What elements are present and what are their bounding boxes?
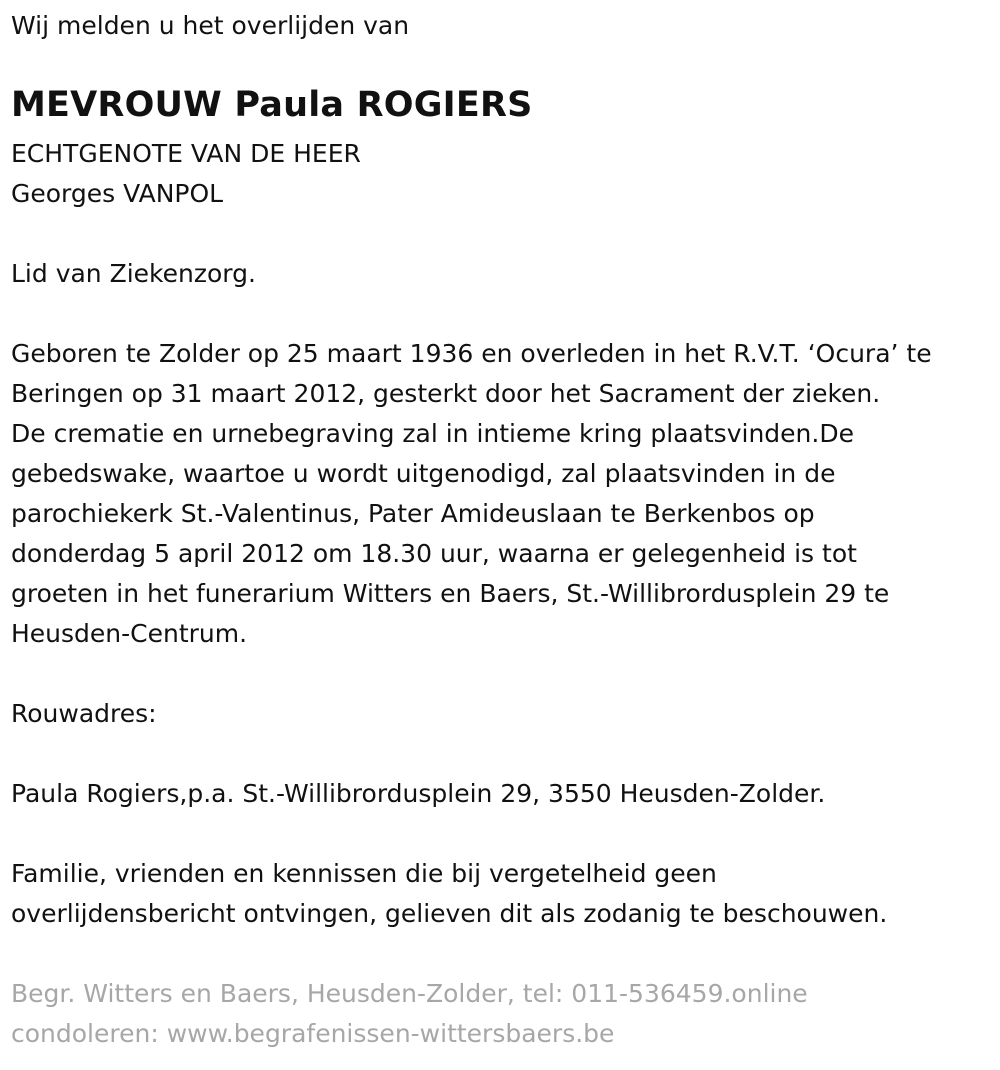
family-line: overlijdensbericht ontvingen, gelieven dit als zodanig te beschouwen.: [11, 899, 888, 928]
deceased-name: MEVROUW Paula ROGIERS: [11, 85, 533, 125]
funeral-home-footer: [11, 974, 808, 1054]
body-line: donderdag 5 april 2012 om 18.30 uur, waarna er gelegenheid is tot: [11, 539, 857, 568]
address-block: [11, 774, 825, 814]
body-line: Heusden-Centrum.: [11, 619, 248, 648]
body-line: Beringen op 31 maart 2012, gesterkt door het Sacrament der zieken.: [11, 379, 881, 408]
address-label: Rouwadres:: [11, 699, 157, 728]
address-label-block: [11, 694, 157, 734]
spouse-line: Georges VANPOL: [11, 179, 224, 208]
body-line: parochiekerk St.-Valentinus, Pater Amideuslaan te Berkenbos op: [11, 499, 815, 528]
body-line: groeten in het funerarium Witters en Baers, St.-Willibrordusplein 29 te: [11, 579, 890, 608]
family-line: Familie, vrienden en kennissen die bij vergetelheid geen: [11, 859, 717, 888]
spouse-block: [11, 134, 361, 214]
body-line: gebedswake, waartoe u wordt uitgenodigd, zal plaatsvinden in de: [11, 459, 836, 488]
address-text: Paula Rogiers,p.a. St.-Willibrordusplein 29, 3550 Heusden-Zolder.: [11, 779, 826, 808]
intro-text: Wij melden u het overlijden van: [11, 11, 410, 40]
body-line: Geboren te Zolder op 25 maart 1936 en overleden in het R.V.T. ‘Ocura’ te: [11, 339, 932, 368]
family-paragraph: [11, 854, 887, 934]
membership-block: [11, 254, 256, 294]
membership-text: Lid van Ziekenzorg.: [11, 259, 256, 288]
body-paragraph: [11, 334, 932, 654]
footer-line: Begr. Witters en Baers, Heusden-Zolder, tel: 011-536459.online: [11, 979, 808, 1008]
spouse-line: ECHTGENOTE VAN DE HEER: [11, 139, 361, 168]
footer-line: condoleren: www.begrafenissen-wittersbaers.be: [11, 1019, 615, 1048]
body-line: De crematie en urnebegraving zal in intieme kring plaatsvinden.De: [11, 419, 854, 448]
